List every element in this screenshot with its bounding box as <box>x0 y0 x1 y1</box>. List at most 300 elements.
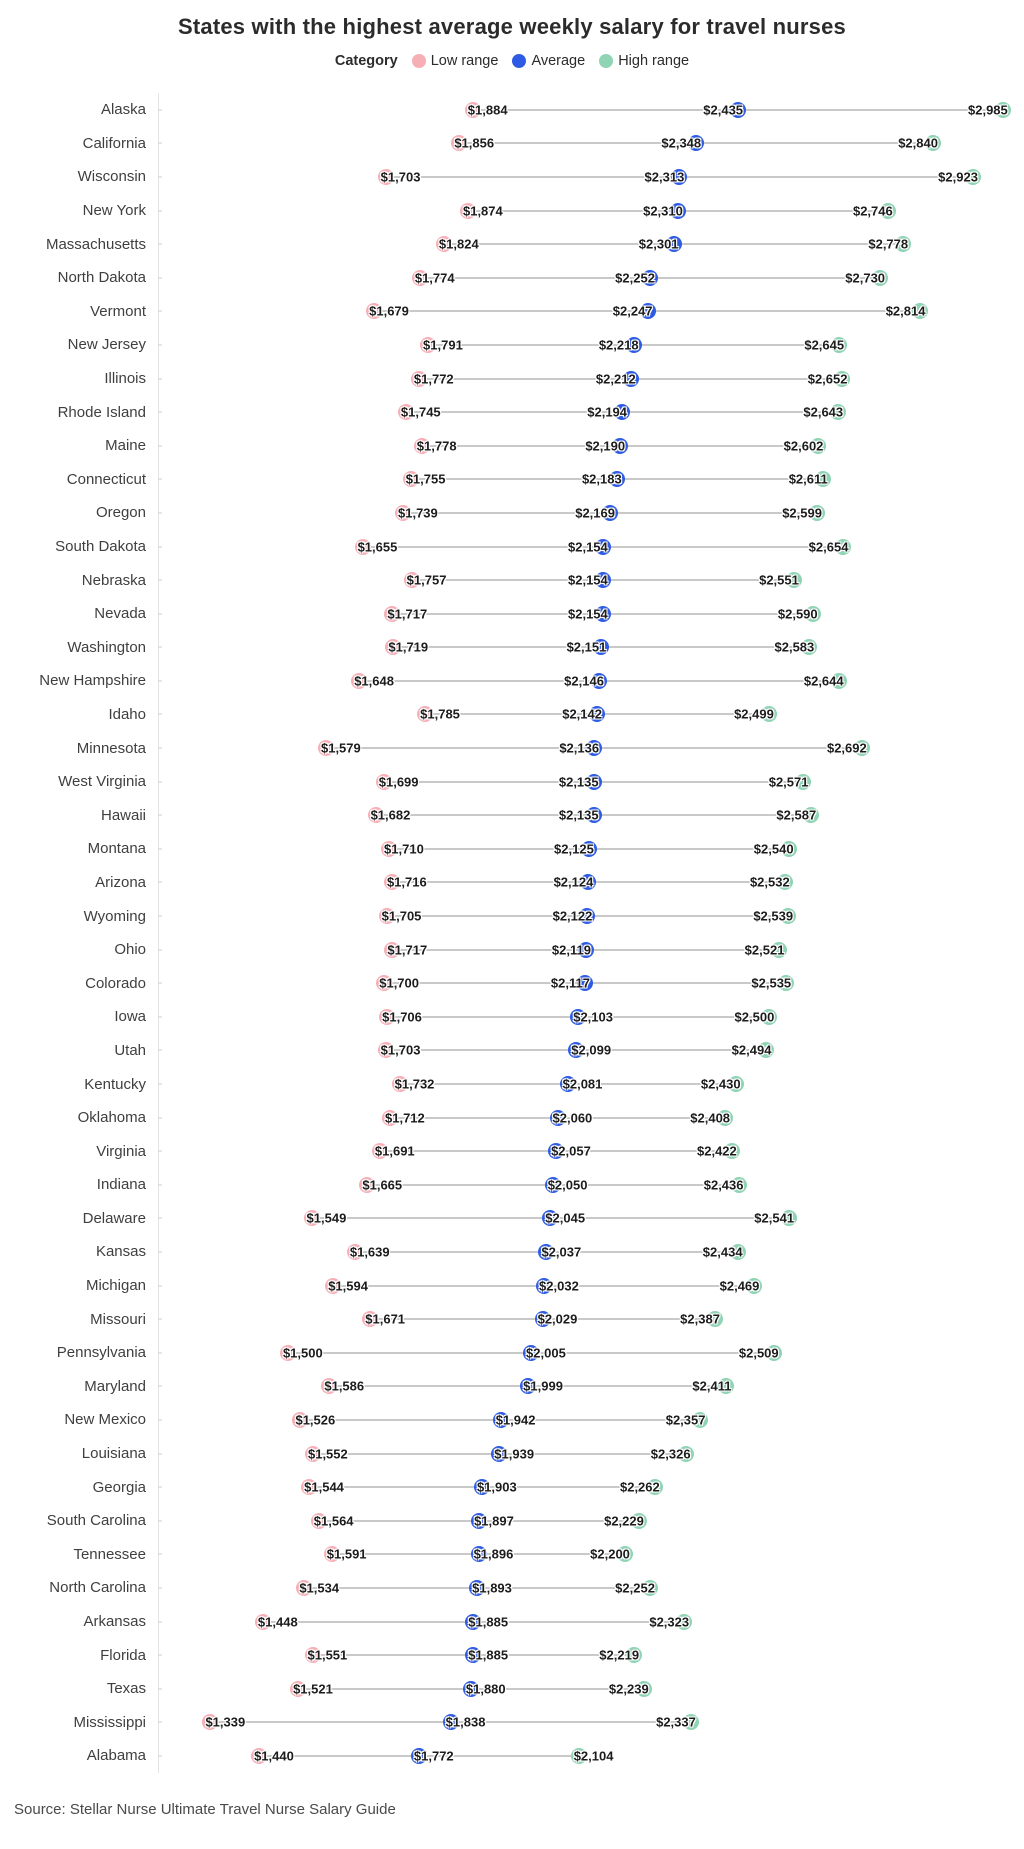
high-value-label: $2,587 <box>776 807 817 823</box>
low-value-label: $1,755 <box>405 471 446 487</box>
average-value-label: $2,135 <box>558 807 599 823</box>
chart-row <box>0 1235 1024 1269</box>
low-value-label: $1,703 <box>380 1042 421 1058</box>
row-label: Hawaii <box>100 806 146 824</box>
high-value-label: $2,436 <box>703 1177 744 1193</box>
low-value-label: $1,719 <box>388 639 429 655</box>
axis-tick <box>158 143 162 144</box>
row-label: Michigan <box>85 1277 146 1295</box>
average-value-label: $2,348 <box>661 135 702 151</box>
chart-row <box>0 463 1024 497</box>
row-plot <box>158 1504 1010 1538</box>
high-value-label: $2,652 <box>807 371 848 387</box>
row-plot <box>158 597 1010 631</box>
row-plot <box>158 530 1010 564</box>
row-label: Iowa <box>114 1008 146 1026</box>
average-value-label: $2,194 <box>587 404 628 420</box>
row-plot <box>158 731 1010 765</box>
row-label: Massachusetts <box>45 235 146 253</box>
high-value-label: $2,200 <box>590 1546 630 1562</box>
row-label: Illinois <box>104 370 146 388</box>
chart-row <box>0 1101 1024 1135</box>
chart-row <box>0 1638 1024 1672</box>
row-label: Montana <box>87 840 146 858</box>
average-value-label: $2,142 <box>562 706 602 722</box>
high-value-label: $2,229 <box>604 1513 644 1529</box>
low-value-label: $1,791 <box>423 337 463 353</box>
average-value-label: $2,037 <box>541 1244 582 1260</box>
row-plot <box>158 1470 1010 1504</box>
row-plot <box>158 1370 1010 1404</box>
row-label: Maryland <box>84 1377 146 1395</box>
axis-tick <box>158 647 162 648</box>
axis-tick <box>158 1755 162 1756</box>
average-value-label: $1,838 <box>445 1714 486 1730</box>
average-value-label: $2,146 <box>564 673 604 689</box>
chart-row <box>0 1134 1024 1168</box>
axis-tick <box>158 244 162 245</box>
average-value-label: $1,896 <box>473 1546 514 1562</box>
row-label: Arkansas <box>83 1613 146 1631</box>
row-plot <box>158 362 1010 396</box>
row-plot <box>158 1571 1010 1605</box>
row-plot <box>158 1067 1010 1101</box>
legend-item-label: Low range <box>430 53 499 69</box>
axis-tick <box>158 176 162 177</box>
row-label: Mississippi <box>73 1713 146 1731</box>
average-value-label: $2,183 <box>581 471 622 487</box>
low-value-label: $1,339 <box>205 1714 246 1730</box>
row-label: New Jersey <box>67 336 146 354</box>
average-value-label: $2,154 <box>568 572 608 588</box>
high-value-label: $2,326 <box>650 1446 691 1462</box>
axis-tick <box>158 512 162 513</box>
row-label: Connecticut <box>66 470 146 488</box>
low-value-label: $1,712 <box>385 1110 425 1126</box>
chart-row <box>0 664 1024 698</box>
low-value-label: $1,716 <box>386 874 427 890</box>
average-value-label: $2,136 <box>559 740 600 756</box>
row-plot <box>158 1672 1010 1706</box>
row-label: North Dakota <box>57 269 146 287</box>
high-value-label: $2,357 <box>665 1412 706 1428</box>
average-value-label: $2,032 <box>539 1278 579 1294</box>
average-value-label: $2,081 <box>562 1076 603 1092</box>
average-value-label: $2,119 <box>551 942 591 958</box>
axis-tick <box>158 983 162 984</box>
average-value-label: $2,122 <box>552 908 593 924</box>
low-value-label: $1,552 <box>307 1446 348 1462</box>
axis-tick <box>158 1419 162 1420</box>
row-label: Wisconsin <box>77 168 146 186</box>
high-value-label: $2,602 <box>783 438 824 454</box>
average-value-label: $2,313 <box>644 169 685 185</box>
row-plot <box>158 563 1010 597</box>
row-plot <box>158 832 1010 866</box>
chart-row <box>0 362 1024 396</box>
row-label: Ohio <box>114 941 146 959</box>
axis-tick <box>158 445 162 446</box>
axis-tick <box>158 1319 162 1320</box>
row-plot <box>158 295 1010 329</box>
high-value-label: $2,422 <box>697 1143 737 1159</box>
average-value-label: $2,169 <box>575 505 615 521</box>
row-label: Virginia <box>96 1142 146 1160</box>
row-plot <box>158 1202 1010 1236</box>
row-label: New York <box>82 202 146 220</box>
row-label: Oregon <box>95 504 146 522</box>
average-dot-icon <box>512 54 526 68</box>
chart-row <box>0 93 1024 127</box>
row-plot <box>158 1134 1010 1168</box>
average-value-label: $2,310 <box>643 203 683 219</box>
high-value-label: $2,434 <box>702 1244 743 1260</box>
high-value-label: $2,521 <box>744 942 785 958</box>
row-plot <box>158 429 1010 463</box>
row-plot <box>158 1706 1010 1740</box>
high-value-label: $2,532 <box>749 874 790 890</box>
high-value-label: $2,599 <box>782 505 822 521</box>
chart-row <box>0 1000 1024 1034</box>
high-value-label: $2,611 <box>788 471 828 487</box>
high-value-label: $2,571 <box>768 774 809 790</box>
high-value-label: $2,814 <box>885 303 926 319</box>
chart-row <box>0 227 1024 261</box>
axis-tick <box>158 1722 162 1723</box>
row-label: Washington <box>67 638 146 656</box>
average-value-label: $2,045 <box>545 1210 586 1226</box>
axis-tick <box>158 580 162 581</box>
row-plot <box>158 1000 1010 1034</box>
chart-row <box>0 933 1024 967</box>
average-value-label: $2,151 <box>566 639 607 655</box>
axis-tick <box>158 109 162 110</box>
chart-row <box>0 631 1024 665</box>
low-value-label: $1,500 <box>282 1345 323 1361</box>
row-label: Idaho <box>108 705 146 723</box>
low-value-label: $1,564 <box>313 1513 354 1529</box>
axis-tick <box>158 1285 162 1286</box>
row-plot <box>158 1739 1010 1773</box>
low-value-label: $1,824 <box>438 236 479 252</box>
low-value-label: $1,785 <box>420 706 460 722</box>
dumbbell-chart <box>0 93 1024 1773</box>
chart-row <box>0 496 1024 530</box>
row-plot <box>158 496 1010 530</box>
row-plot <box>158 933 1010 967</box>
chart-row <box>0 1739 1024 1773</box>
chart-row <box>0 698 1024 732</box>
low-value-label: $1,699 <box>378 774 419 790</box>
low-value-label: $1,665 <box>362 1177 403 1193</box>
high-value-label: $2,337 <box>656 1714 696 1730</box>
chart-row <box>0 261 1024 295</box>
high-value-label: $2,644 <box>803 673 844 689</box>
chart-row <box>0 899 1024 933</box>
axis-tick <box>158 1453 162 1454</box>
high-value-label: $2,469 <box>719 1278 760 1294</box>
average-value-label: $2,190 <box>585 438 626 454</box>
row-plot <box>158 93 1010 127</box>
high-value-label: $2,539 <box>753 908 794 924</box>
chart-row <box>0 765 1024 799</box>
row-plot <box>158 966 1010 1000</box>
row-label: Georgia <box>92 1478 146 1496</box>
high-value-label: $2,541 <box>754 1210 795 1226</box>
chart-rows <box>0 93 1024 1773</box>
row-plot <box>158 899 1010 933</box>
axis-tick <box>158 1621 162 1622</box>
low-value-label: $1,757 <box>406 572 447 588</box>
row-plot <box>158 1437 1010 1471</box>
average-value-label: $1,885 <box>468 1647 509 1663</box>
low-value-label: $1,772 <box>413 371 454 387</box>
legend <box>0 53 1024 69</box>
chart-row <box>0 429 1024 463</box>
axis-tick <box>158 479 162 480</box>
row-plot <box>158 1235 1010 1269</box>
low-value-label: $1,717 <box>387 606 428 622</box>
high-value-label: $2,583 <box>774 639 815 655</box>
row-plot <box>158 765 1010 799</box>
low-value-label: $1,710 <box>384 841 424 857</box>
row-label: Florida <box>100 1646 146 1664</box>
low-value-label: $1,884 <box>467 102 508 118</box>
axis-tick <box>158 311 162 312</box>
low-value-label: $1,671 <box>365 1311 406 1327</box>
low-range-dot-icon <box>412 54 426 68</box>
row-label: New Mexico <box>64 1411 146 1429</box>
legend-item-label: High range <box>618 53 690 69</box>
average-value-label: $1,942 <box>495 1412 536 1428</box>
high-value-label: $2,590 <box>777 606 818 622</box>
low-value-label: $1,440 <box>254 1748 294 1764</box>
row-label: California <box>82 134 146 152</box>
high-value-label: $2,411 <box>692 1378 732 1394</box>
high-value-label: $2,219 <box>599 1647 640 1663</box>
low-value-label: $1,521 <box>293 1681 333 1697</box>
axis-tick <box>158 748 162 749</box>
row-label: South Carolina <box>46 1512 146 1530</box>
high-value-label: $2,730 <box>845 270 886 286</box>
chart-row <box>0 731 1024 765</box>
chart-row <box>0 328 1024 362</box>
chart-row <box>0 966 1024 1000</box>
row-label: Kentucky <box>84 1075 146 1093</box>
chart-row <box>0 1370 1024 1404</box>
high-value-label: $2,746 <box>852 203 893 219</box>
axis-tick <box>158 1218 162 1219</box>
chart-row <box>0 597 1024 631</box>
average-value-label: $2,247 <box>612 303 653 319</box>
row-plot <box>158 1269 1010 1303</box>
chart-row <box>0 1202 1024 1236</box>
row-label: Colorado <box>85 974 146 992</box>
axis-tick <box>158 378 162 379</box>
high-value-label: $2,104 <box>573 1748 614 1764</box>
legend-category-label: Category <box>334 53 398 69</box>
row-label: Missouri <box>90 1310 146 1328</box>
axis-tick <box>158 815 162 816</box>
average-value-label: $2,125 <box>554 841 594 857</box>
row-label: Texas <box>106 1680 146 1698</box>
row-label: Minnesota <box>76 739 146 757</box>
average-value-label: $2,218 <box>598 337 639 353</box>
high-value-label: $2,923 <box>938 169 978 185</box>
row-plot <box>158 261 1010 295</box>
row-plot <box>158 194 1010 228</box>
average-value-label: $2,301 <box>638 236 679 252</box>
row-plot <box>158 1101 1010 1135</box>
average-value-label: $2,099 <box>571 1042 612 1058</box>
row-plot <box>158 866 1010 900</box>
low-value-label: $1,691 <box>374 1143 415 1159</box>
low-value-label: $1,586 <box>324 1378 365 1394</box>
average-value-label: $1,880 <box>465 1681 506 1697</box>
chart-row <box>0 1403 1024 1437</box>
low-value-label: $1,682 <box>370 807 411 823</box>
row-plot <box>158 1302 1010 1336</box>
chart-row <box>0 194 1024 228</box>
row-plot <box>158 698 1010 732</box>
average-value-label: $2,103 <box>573 1009 613 1025</box>
row-label: Delaware <box>82 1209 146 1227</box>
source-note: Source: Stellar Nurse Ultimate Travel Nurse Salary Guide <box>14 1800 396 1818</box>
axis-tick <box>158 1386 162 1387</box>
row-plot <box>158 631 1010 665</box>
chart-row <box>0 866 1024 900</box>
chart-row <box>0 832 1024 866</box>
high-value-label: $2,654 <box>808 539 849 555</box>
high-value-label: $2,645 <box>804 337 845 353</box>
row-label: North Carolina <box>49 1579 146 1597</box>
low-value-label: $1,448 <box>257 1614 298 1630</box>
chart-row <box>0 1269 1024 1303</box>
row-label: South Dakota <box>55 538 146 556</box>
chart-row <box>0 1336 1024 1370</box>
low-value-label: $1,591 <box>326 1546 367 1562</box>
average-value-label: $2,435 <box>703 102 744 118</box>
row-plot <box>158 798 1010 832</box>
row-label: Wyoming <box>83 907 146 925</box>
row-label: Rhode Island <box>57 403 146 421</box>
axis-tick <box>158 781 162 782</box>
row-plot <box>158 1168 1010 1202</box>
average-value-label: $1,939 <box>494 1446 535 1462</box>
high-value-label: $2,387 <box>680 1311 720 1327</box>
average-value-label: $2,029 <box>537 1311 578 1327</box>
row-plot <box>158 1638 1010 1672</box>
high-value-label: $2,262 <box>619 1479 660 1495</box>
row-plot <box>158 328 1010 362</box>
row-label: New Hampshire <box>39 672 146 690</box>
average-value-label: $1,903 <box>476 1479 517 1495</box>
chart-row <box>0 160 1024 194</box>
low-value-label: $1,717 <box>387 942 428 958</box>
axis-tick <box>158 1520 162 1521</box>
average-value-label: $2,154 <box>568 539 608 555</box>
low-value-label: $1,639 <box>349 1244 390 1260</box>
row-label: Indiana <box>96 1176 146 1194</box>
low-value-label: $1,703 <box>380 169 421 185</box>
low-value-label: $1,594 <box>328 1278 368 1294</box>
chart-row <box>0 1538 1024 1572</box>
average-value-label: $2,212 <box>595 371 636 387</box>
axis-tick <box>158 344 162 345</box>
low-value-label: $1,579 <box>320 740 361 756</box>
legend-item-label: Average <box>531 53 586 69</box>
average-value-label: $1,893 <box>472 1580 512 1596</box>
high-value-label: $2,692 <box>826 740 867 756</box>
row-plot <box>158 395 1010 429</box>
row-label: Oklahoma <box>77 1109 146 1127</box>
high-value-label: $2,778 <box>868 236 909 252</box>
axis-tick <box>158 949 162 950</box>
chart-row <box>0 395 1024 429</box>
axis-tick <box>158 714 162 715</box>
axis-tick <box>158 277 162 278</box>
average-value-label: $2,060 <box>552 1110 593 1126</box>
row-plot <box>158 1034 1010 1068</box>
average-value-label: $2,005 <box>526 1345 566 1361</box>
row-plot <box>158 1336 1010 1370</box>
high-value-label: $2,408 <box>690 1110 731 1126</box>
chart-row <box>0 127 1024 161</box>
axis-tick <box>158 1688 162 1689</box>
axis-tick <box>158 1554 162 1555</box>
chart-row <box>0 1706 1024 1740</box>
chart-row <box>0 1470 1024 1504</box>
average-value-label: $2,057 <box>551 1143 591 1159</box>
high-value-label: $2,252 <box>615 1580 655 1596</box>
average-value-label: $1,999 <box>523 1378 563 1394</box>
high-value-label: $2,500 <box>734 1009 775 1025</box>
low-value-label: $1,705 <box>381 908 422 924</box>
legend-item-low-range <box>412 53 499 69</box>
high-value-label: $2,239 <box>608 1681 649 1697</box>
average-value-label: $2,050 <box>547 1177 588 1193</box>
row-label: Utah <box>114 1041 146 1059</box>
row-plot <box>158 1403 1010 1437</box>
low-value-label: $1,655 <box>357 539 398 555</box>
row-label: West Virginia <box>58 773 146 791</box>
average-value-label: $2,117 <box>550 975 590 991</box>
axis-tick <box>158 916 162 917</box>
row-plot <box>158 160 1010 194</box>
axis-tick <box>158 1587 162 1588</box>
axis-tick <box>158 1251 162 1252</box>
legend-item-average <box>512 53 585 69</box>
average-value-label: $1,885 <box>468 1614 509 1630</box>
chart-row <box>0 295 1024 329</box>
legend-item-high-range <box>599 53 689 69</box>
chart-row <box>0 1168 1024 1202</box>
low-value-label: $1,732 <box>394 1076 435 1092</box>
high-value-label: $2,509 <box>738 1345 779 1361</box>
axis-tick <box>158 412 162 413</box>
low-value-label: $1,700 <box>379 975 419 991</box>
row-plot <box>158 227 1010 261</box>
low-value-label: $1,648 <box>354 673 394 689</box>
row-label: Tennessee <box>73 1545 146 1563</box>
chart-row <box>0 1437 1024 1471</box>
axis-tick <box>158 1352 162 1353</box>
axis-tick <box>158 882 162 883</box>
high-value-label: $2,540 <box>753 841 794 857</box>
high-value-label: $2,643 <box>803 404 844 420</box>
axis-tick <box>158 1655 162 1656</box>
chart-row <box>0 1571 1024 1605</box>
